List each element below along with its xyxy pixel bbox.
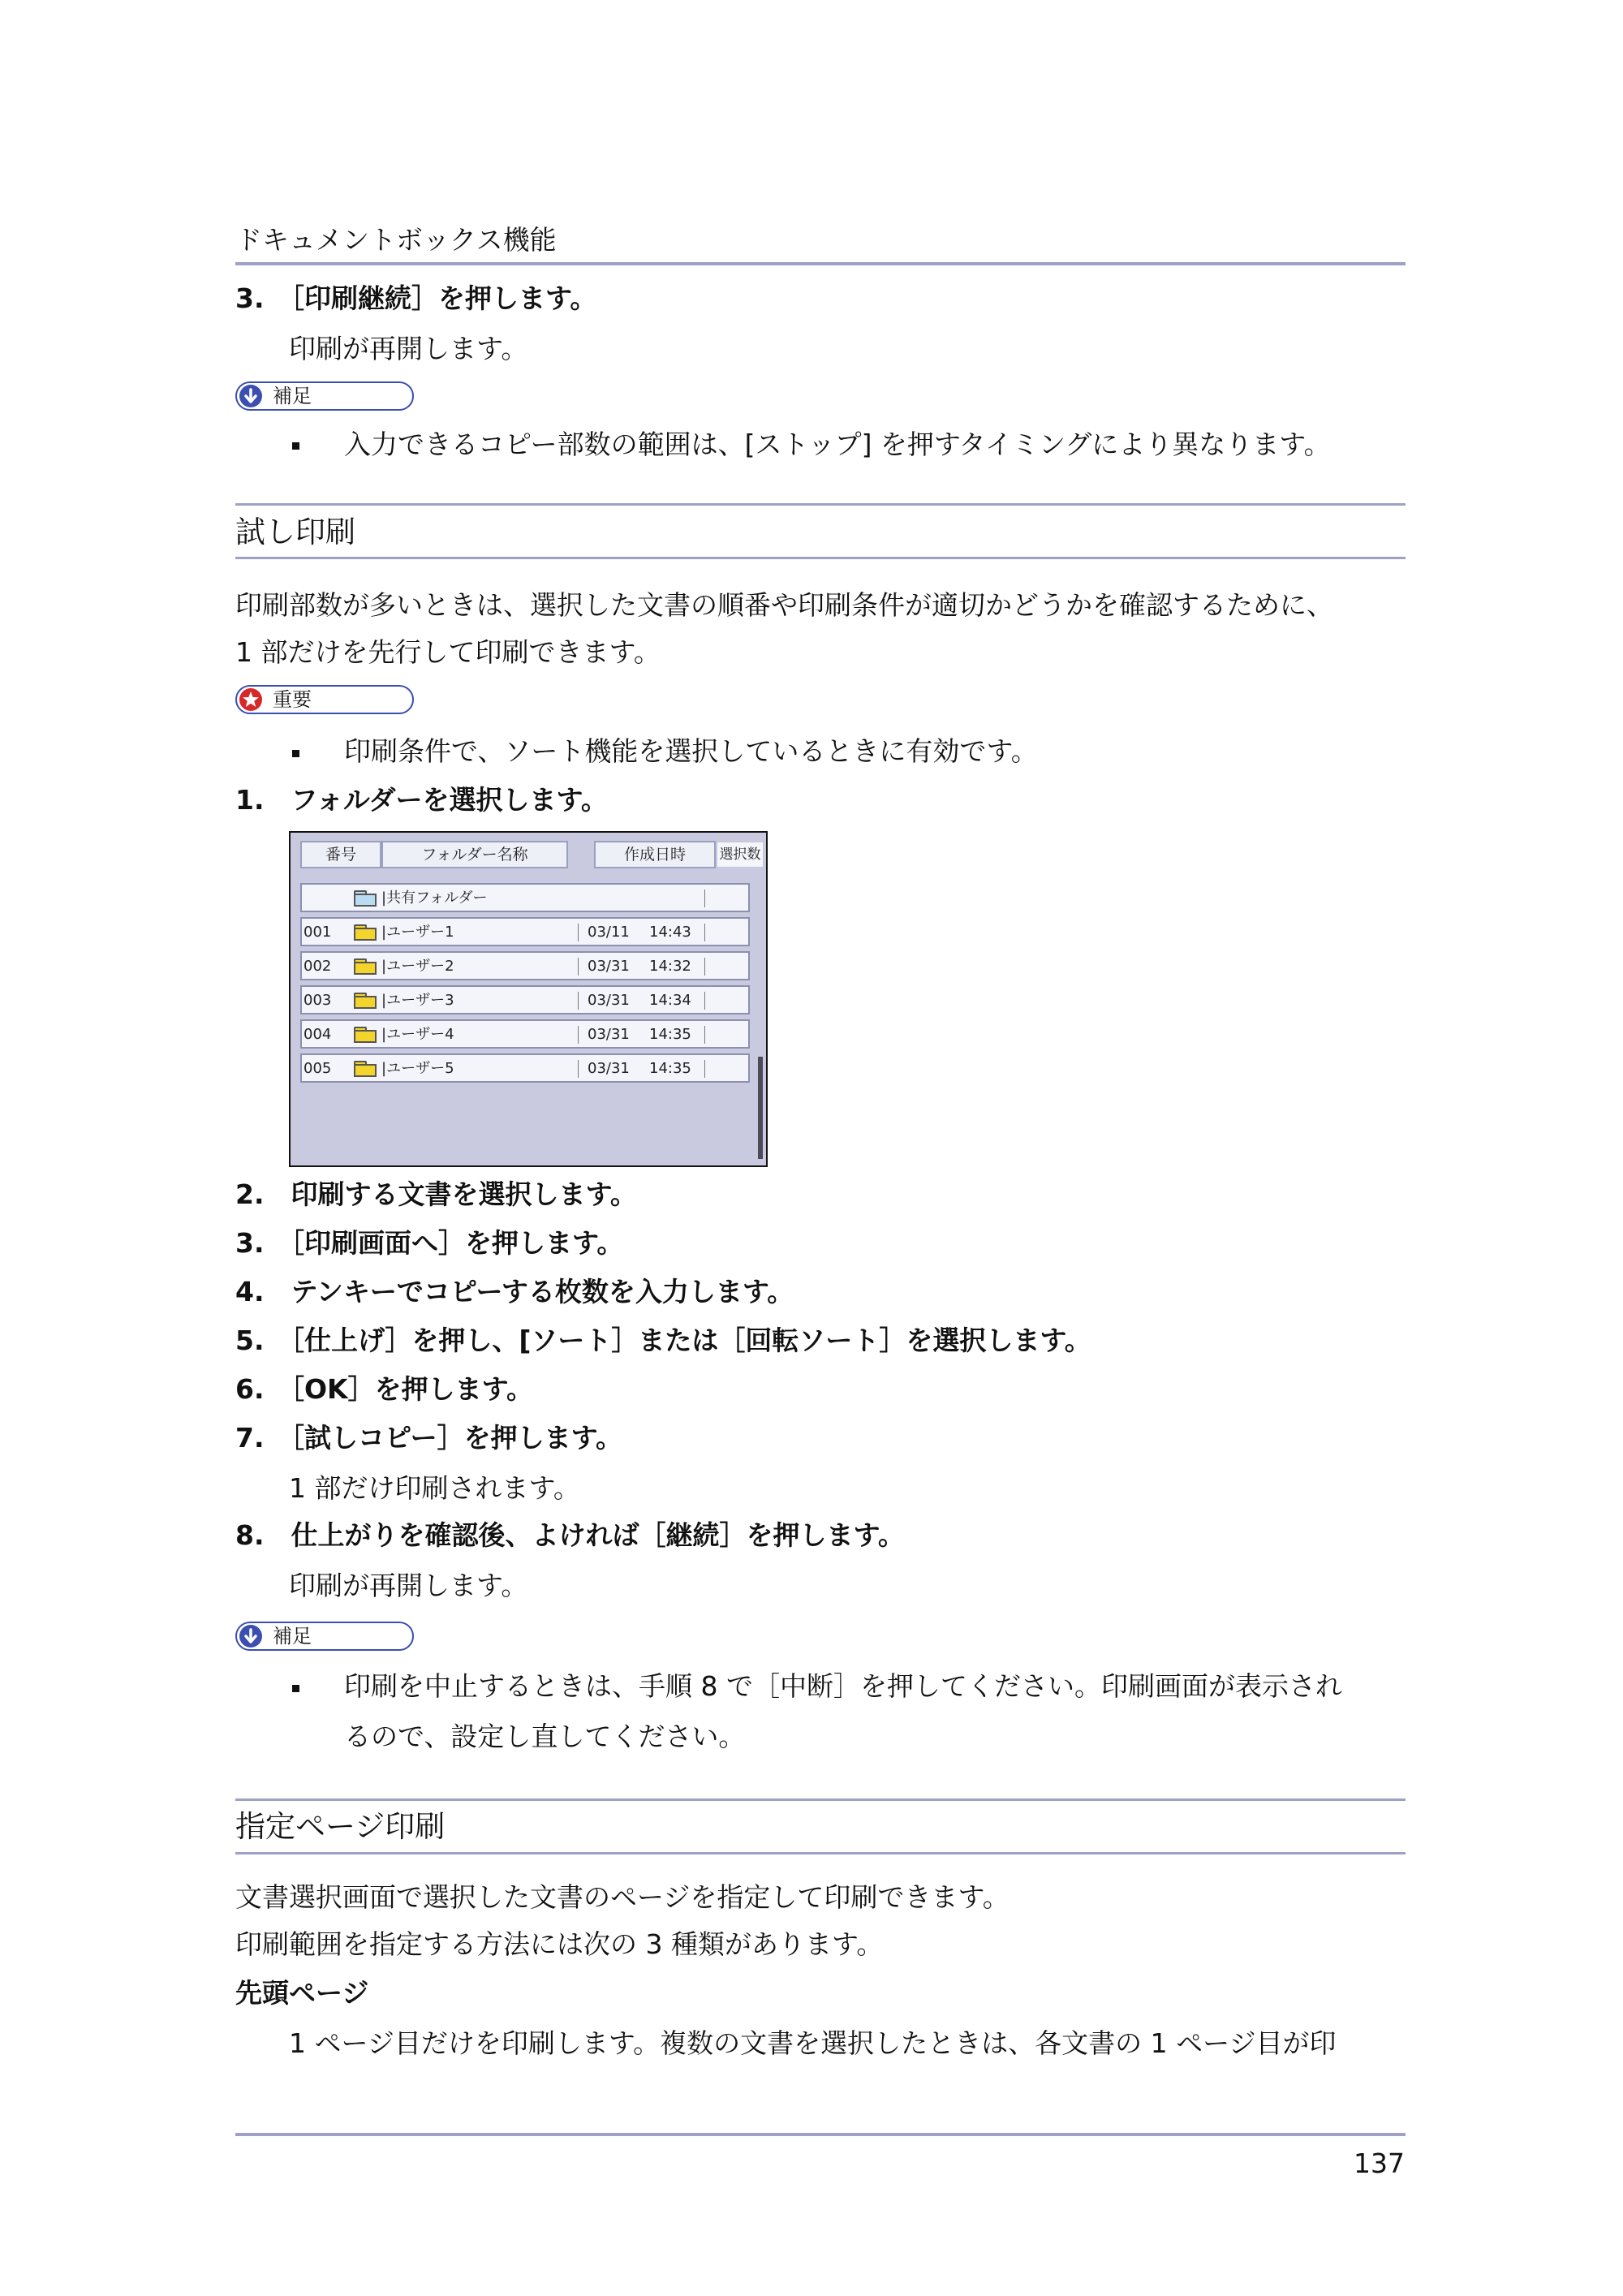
- step7-title: 7. ［試しコピー］を押します。: [235, 1422, 623, 1454]
- row-date: 03/31: [588, 958, 630, 975]
- down-arrow-icon: [239, 385, 262, 407]
- step2-title: 2. 印刷する文書を選択します。: [235, 1178, 637, 1210]
- section3-line-1: 文書選択画面で選択した文書のページを指定して印刷できます。: [235, 1881, 1010, 1913]
- step3-title: 3. ［印刷継続］を押します。: [235, 282, 597, 314]
- row-folder-name: |ユーザー1: [381, 924, 454, 941]
- note-badge: [235, 1622, 414, 1651]
- row-time: 14:32: [649, 958, 691, 975]
- section-heading-test-print: 試し印刷: [235, 515, 355, 549]
- folder-yellow-icon: [354, 1061, 377, 1077]
- table-row[interactable]: [300, 917, 750, 946]
- folder-yellow-icon: [354, 993, 377, 1009]
- section-rule-top: [235, 1798, 1406, 1801]
- down-arrow-icon: [239, 1625, 262, 1648]
- row-number: 001: [304, 924, 332, 941]
- row-number: 005: [304, 1060, 332, 1077]
- row-folder-name: |ユーザー3: [381, 992, 454, 1009]
- important-bullet-text: 印刷条件で、ソート機能を選択しているときに有効です。: [344, 735, 1038, 767]
- section-rule-top: [235, 503, 1406, 506]
- bullet-square: [292, 750, 299, 757]
- row-time: 14:34: [649, 992, 691, 1009]
- step4-title: 4. テンキーでコピーする枚数を入力します。: [235, 1276, 794, 1307]
- sub-desc-first-page: 1 ページ目だけを印刷します。複数の文書を選択したときは、各文書の 1 ページ目が印: [289, 2027, 1337, 2059]
- table-row[interactable]: [300, 1053, 750, 1083]
- important-badge: [235, 685, 414, 714]
- folder-yellow-icon: [354, 924, 377, 941]
- column-header-created: 作成日時: [594, 841, 716, 868]
- step8-title: 8. 仕上がりを確認後、よければ［継続］を押します。: [235, 1519, 905, 1551]
- note-badge: [235, 381, 414, 411]
- note-bullet-text: 入力できるコピー部数の範囲は、[ストップ] を押すタイミングにより異なります。: [344, 429, 1331, 460]
- note-bullet-line-1: 印刷を中止するときは、手順 8 で［中断］を押してください。印刷画面が表示され: [344, 1670, 1342, 1702]
- header-rule: [235, 262, 1406, 265]
- row-number: 004: [304, 1026, 332, 1043]
- row-time: 14:35: [649, 1026, 691, 1043]
- shared-folder-row[interactable]: [300, 883, 750, 912]
- row-date: 03/31: [588, 1060, 630, 1077]
- step6-title: 6. ［OK］を押します。: [235, 1373, 533, 1405]
- note-label: 補足: [273, 385, 312, 407]
- important-label: 重要: [273, 688, 312, 711]
- note-label: 補足: [273, 1625, 312, 1648]
- row-date: 03/31: [588, 1026, 630, 1043]
- row-folder-name: |ユーザー2: [381, 958, 454, 975]
- folder-list-screenshot: [289, 831, 768, 1167]
- folder-yellow-icon: [354, 1027, 377, 1043]
- section-rule-bottom: [235, 1852, 1406, 1854]
- row-number: 002: [304, 958, 332, 975]
- step5-title: 5. ［仕上げ］を押し、[ソート］または［回転ソート］を選択します。: [235, 1325, 1091, 1356]
- section3-line-2: 印刷範囲を指定する方法には次の 3 種類があります。: [235, 1928, 884, 1960]
- row-number: 003: [304, 992, 332, 1009]
- step3-title-2: 3. ［印刷画面へ］を押します。: [235, 1227, 624, 1259]
- step3-desc: 印刷が再開します。: [289, 333, 528, 364]
- folder-blue-icon: [354, 890, 377, 907]
- folder-yellow-icon: [354, 958, 377, 975]
- row-date: 03/31: [588, 992, 630, 1009]
- table-row[interactable]: [300, 1019, 750, 1049]
- table-row[interactable]: [300, 985, 750, 1014]
- section-heading-page-print: 指定ページ印刷: [235, 1809, 446, 1844]
- section-rule-bottom: [235, 557, 1406, 559]
- row-folder-name: |ユーザー5: [381, 1060, 454, 1077]
- intro-line-2: 1 部だけを先行して印刷できます。: [235, 636, 661, 668]
- bullet-square: [292, 1685, 299, 1692]
- row-time: 14:35: [649, 1060, 691, 1077]
- step7-desc: 1 部だけ印刷されます。: [289, 1472, 580, 1504]
- row-date: 03/11: [588, 924, 630, 941]
- step1-title: 1. フォルダーを選択します。: [235, 784, 608, 816]
- footer-rule: [235, 2133, 1406, 2136]
- row-time: 14:43: [649, 924, 691, 941]
- bullet-square: [292, 442, 299, 450]
- table-row[interactable]: [300, 951, 750, 980]
- step8-desc: 印刷が再開します。: [289, 1570, 528, 1601]
- row-folder-name: |ユーザー4: [381, 1026, 454, 1043]
- scrollbar[interactable]: [758, 1057, 763, 1159]
- note-bullet-line-2: るので、設定し直してください。: [344, 1721, 746, 1752]
- star-icon: [239, 688, 262, 711]
- column-header-folder-name: フォルダー名称: [381, 841, 568, 868]
- header-title: ドキュメントボックス機能: [235, 224, 557, 256]
- page-number: 137: [1354, 2147, 1405, 2179]
- intro-line-1: 印刷部数が多いときは、選択した文書の順番や印刷条件が適切かどうかを確認するために、: [235, 589, 1333, 621]
- column-header-selected-count: 選択数: [716, 841, 764, 868]
- shared-folder-name: |共有フォルダー: [381, 890, 488, 907]
- column-header-number: 番号: [300, 841, 381, 868]
- sub-heading-first-page: 先頭ページ: [235, 1977, 369, 2009]
